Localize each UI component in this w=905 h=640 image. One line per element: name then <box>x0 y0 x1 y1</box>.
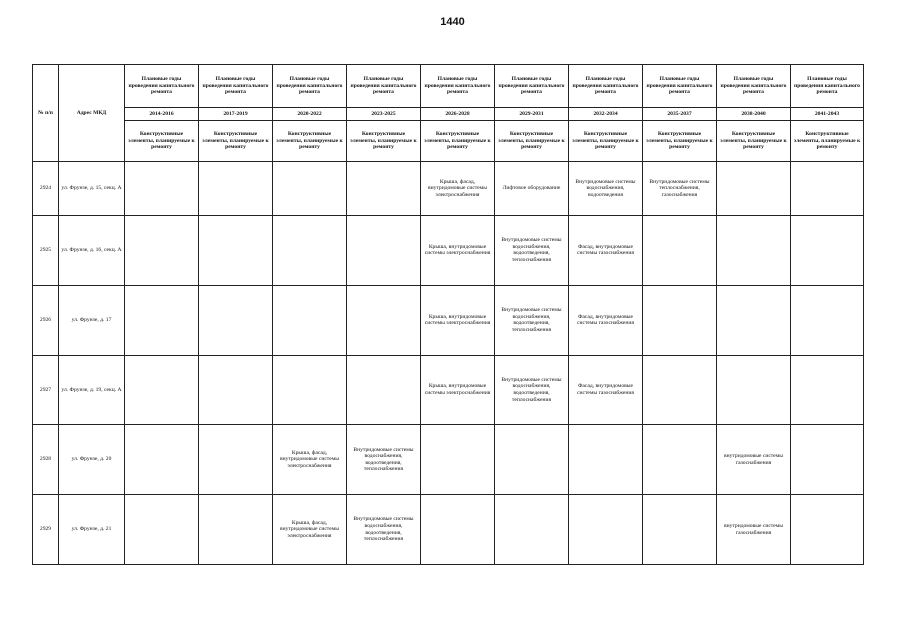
repair-elements-cell <box>717 285 791 355</box>
repair-elements-cell <box>273 285 347 355</box>
elements-header: Конструктивные элементы, планируемые к ремонту <box>273 121 347 162</box>
repair-elements-cell <box>791 495 864 565</box>
elements-header: Конструктивные элементы, планируемые к ремонту <box>347 121 421 162</box>
repair-elements-cell: Фасад, внутридомовые системы газоснабжения <box>569 355 643 425</box>
repair-elements-cell <box>199 162 273 216</box>
repair-elements-cell <box>421 425 495 495</box>
repair-elements-cell <box>347 162 421 216</box>
repair-elements-cell <box>791 216 864 286</box>
repair-elements-cell <box>495 495 569 565</box>
table-row <box>33 216 864 286</box>
period-title: Плановые годы проведения капитального ремонта <box>273 65 347 108</box>
repair-elements-cell <box>199 495 273 565</box>
row-number: 2929 <box>33 495 59 565</box>
repair-elements-cell: Крыша, внутридомовые системы электроснабжения <box>421 355 495 425</box>
elements-header: Конструктивные элементы, планируемые к ремонту <box>421 121 495 162</box>
period-title: Плановые годы проведения капитального ремонта <box>199 65 273 108</box>
row-address: ул. Фрунзе, д. 15, секц. А <box>59 162 125 216</box>
repair-elements-cell: внутридомовые системы газоснабжения <box>717 425 791 495</box>
period-title: Плановые годы проведения капитального ремонта <box>421 65 495 108</box>
period-years: 2020-2022 <box>273 108 347 121</box>
period-years: 2029-2031 <box>495 108 569 121</box>
repair-elements-cell: Крыша, внутридомовые системы электроснабжения <box>421 216 495 286</box>
table-row <box>33 495 864 565</box>
repair-elements-cell <box>199 355 273 425</box>
row-number: 2928 <box>33 425 59 495</box>
row-number: 2927 <box>33 355 59 425</box>
repair-elements-cell: Крыша, фасад, внутридомовые системы электроснабжения <box>273 425 347 495</box>
repair-elements-cell <box>273 355 347 425</box>
row-address: ул. Фрунзе, д. 16, секц. А <box>59 216 125 286</box>
repair-elements-cell: Крыша, фасад, внутридомовые системы электроснабжения <box>273 495 347 565</box>
period-title: Плановые годы проведения капитального ремонта <box>791 65 864 108</box>
elements-header: Конструктивные элементы, планируемые к ремонту <box>791 121 864 162</box>
repair-elements-cell: Внутридомовые системы водоснабжения, водоотведения, теплоснабжения <box>495 285 569 355</box>
address-header: Адрес МКД <box>59 65 125 162</box>
repair-elements-cell <box>791 162 864 216</box>
header-row-elements <box>33 121 864 162</box>
elements-header: Конструктивные элементы, планируемые к ремонту <box>569 121 643 162</box>
row-number: 2924 <box>33 162 59 216</box>
repair-elements-cell: Лифтовое оборудование <box>495 162 569 216</box>
repair-elements-cell <box>199 285 273 355</box>
row-number: 2925 <box>33 216 59 286</box>
table-row <box>33 162 864 216</box>
elements-header: Конструктивные элементы, планируемые к ремонту <box>495 121 569 162</box>
capital-repair-schedule-table <box>32 64 864 565</box>
period-title: Плановые годы проведения капитального ремонта <box>125 65 199 108</box>
elements-header: Конструктивные элементы, планируемые к ремонту <box>643 121 717 162</box>
period-years: 2023-2025 <box>347 108 421 121</box>
repair-elements-cell <box>791 425 864 495</box>
repair-elements-cell <box>643 285 717 355</box>
period-title: Плановые годы проведения капитального ремонта <box>495 65 569 108</box>
repair-elements-cell: Внутридомовые системы водоснабжения, водоотведения, теплоснабжения <box>495 355 569 425</box>
repair-elements-cell <box>569 425 643 495</box>
repair-elements-cell <box>125 495 199 565</box>
repair-elements-cell <box>643 495 717 565</box>
elements-header: Конструктивные элементы, планируемые к ремонту <box>199 121 273 162</box>
repair-elements-cell: внутридомовые системы газоснабжения <box>717 495 791 565</box>
period-years: 2038-2040 <box>717 108 791 121</box>
repair-elements-cell <box>199 216 273 286</box>
repair-elements-cell: Крыша, фасад, внутридомовые системы электроснабжения <box>421 162 495 216</box>
repair-elements-cell: Фасад, внутридомовые системы газоснабжения <box>569 285 643 355</box>
repair-elements-cell <box>273 162 347 216</box>
period-years: 2014-2016 <box>125 108 199 121</box>
repair-elements-cell <box>643 355 717 425</box>
elements-header: Конструктивные элементы, планируемые к ремонту <box>717 121 791 162</box>
repair-elements-cell <box>199 425 273 495</box>
repair-elements-cell <box>717 162 791 216</box>
period-years: 2041-2043 <box>791 108 864 121</box>
repair-elements-cell: Фасад, внутридомовые системы газоснабжения <box>569 216 643 286</box>
repair-elements-cell <box>125 216 199 286</box>
period-title: Плановые годы проведения капитального ремонта <box>347 65 421 108</box>
repair-elements-cell <box>421 495 495 565</box>
repair-elements-cell <box>643 425 717 495</box>
repair-elements-cell <box>125 425 199 495</box>
table-header <box>33 65 864 162</box>
repair-elements-cell <box>125 355 199 425</box>
row-address: ул. Фрунзе, д. 21 <box>59 495 125 565</box>
repair-elements-cell: Внутридомовые системы водоснабжения, водоотведения, теплоснабжения <box>495 216 569 286</box>
period-years: 2032-2034 <box>569 108 643 121</box>
repair-elements-cell <box>125 285 199 355</box>
header-row-titles <box>33 65 864 108</box>
page-number: 1440 <box>440 16 465 28</box>
repair-elements-cell: Внутридомовые системы водоснабжения, водоотведения <box>569 162 643 216</box>
table-row <box>33 355 864 425</box>
period-title: Плановые годы проведения капитального ремонта <box>643 65 717 108</box>
repair-elements-cell <box>569 495 643 565</box>
repair-elements-cell <box>643 216 717 286</box>
header-row-years <box>33 108 864 121</box>
repair-elements-cell <box>125 162 199 216</box>
repair-elements-cell <box>273 216 347 286</box>
num-header: № п/п <box>33 65 59 162</box>
row-number: 2926 <box>33 285 59 355</box>
repair-elements-cell <box>717 216 791 286</box>
repair-elements-cell <box>791 355 864 425</box>
repair-elements-cell: Внутридомовые системы водоснабжения, водоотведения, теплоснабжения <box>347 495 421 565</box>
row-address: ул. Фрунзе, д. 19, секц. А <box>59 355 125 425</box>
row-address: ул. Фрунзе, д. 20 <box>59 425 125 495</box>
repair-elements-cell <box>791 285 864 355</box>
table-row <box>33 285 864 355</box>
repair-elements-cell <box>347 355 421 425</box>
repair-elements-cell <box>717 355 791 425</box>
repair-elements-cell: Внутридомовые системы водоснабжения, водоотведения, теплоснабжения <box>347 425 421 495</box>
repair-elements-cell: Внутридомовые системы теплоснабжения, газоснабжения <box>643 162 717 216</box>
period-years: 2017-2019 <box>199 108 273 121</box>
repair-elements-cell: Крыша, внутридомовые системы электроснабжения <box>421 285 495 355</box>
repair-elements-cell <box>347 285 421 355</box>
period-title: Плановые годы проведения капитального ремонта <box>569 65 643 108</box>
row-address: ул. Фрунзе, д. 17 <box>59 285 125 355</box>
table-row <box>33 425 864 495</box>
table-body <box>33 162 864 565</box>
period-years: 2026-2028 <box>421 108 495 121</box>
repair-elements-cell <box>495 425 569 495</box>
period-title: Плановые годы проведения капитального ремонта <box>717 65 791 108</box>
period-years: 2035-2037 <box>643 108 717 121</box>
elements-header: Конструктивные элементы, планируемые к ремонту <box>125 121 199 162</box>
repair-elements-cell <box>347 216 421 286</box>
